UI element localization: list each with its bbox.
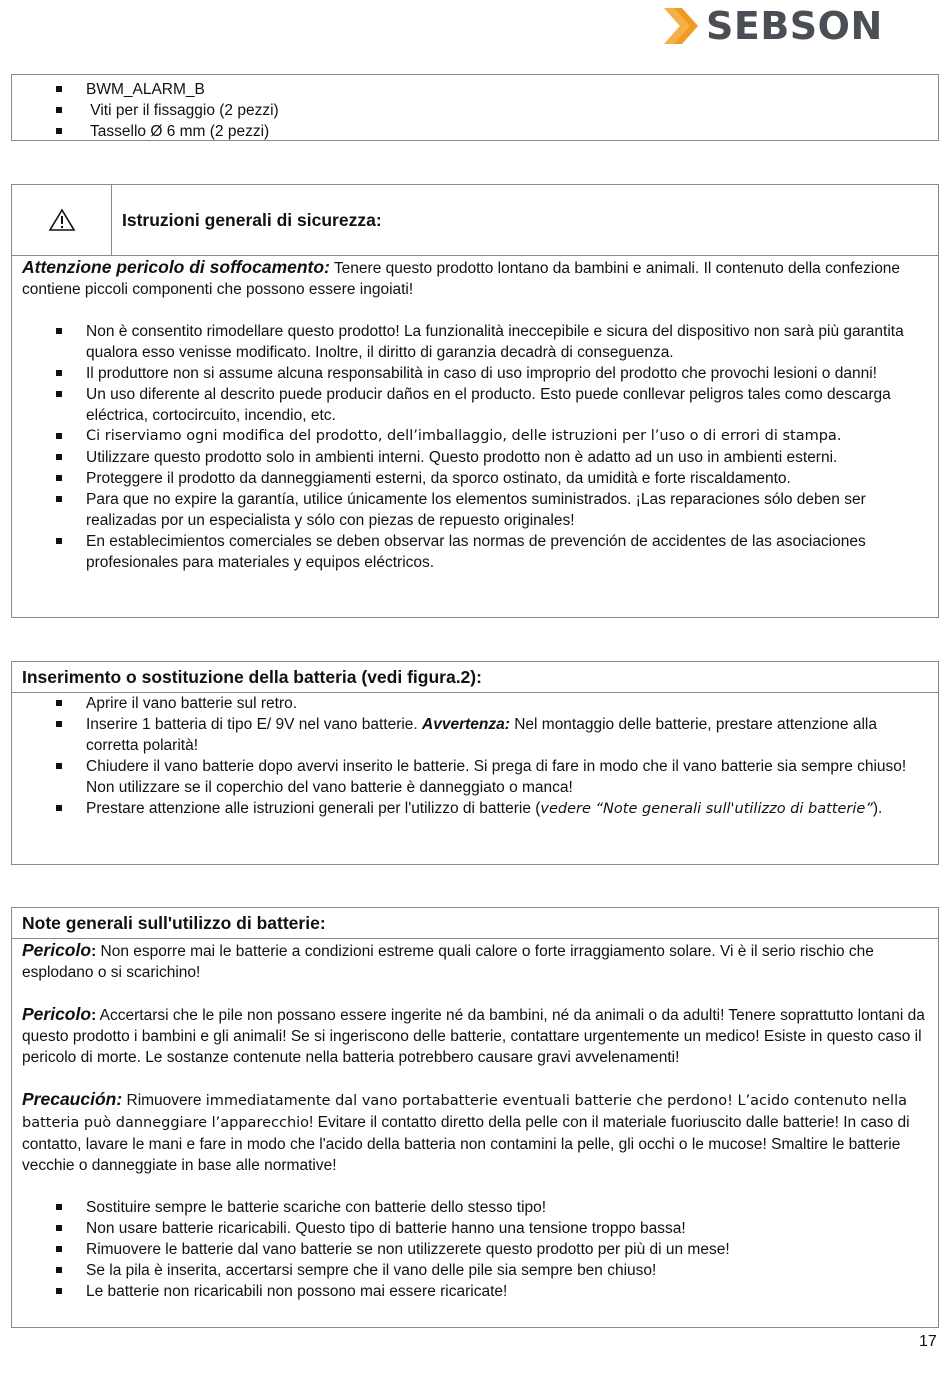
safety-title: Istruzioni generali di sicurezza: — [122, 209, 382, 230]
battery-insert-list — [12, 693, 938, 820]
caution-paragraph — [12, 1089, 938, 1176]
page-number: 17 — [919, 1333, 937, 1350]
battery-notes-list — [12, 1197, 938, 1302]
battery-notes-box — [11, 907, 939, 1328]
danger-paragraph-1 — [12, 940, 938, 983]
item-text: Nel montaggio delle batterie, prestare attenzione alla corretta polarità! — [86, 716, 877, 754]
battery-notes-title: Note generali sull'utilizzo di batterie: — [12, 908, 938, 939]
paragraph-text: Accertarsi che le pile non possano essere ingerite né da bambini, né da animali o da adulti! Tenere soprattutto lontani da questo prodotto i bambini e gli animali! Se si ingeriscono delle batterie, contattare urgentemente un medico! Esiste in questo caso il pericolo di morte. Le sostanze contenute nella batteria potrebbero causare gravi avvelenamenti! — [22, 1007, 925, 1066]
list-item: Sostituire sempre le batterie scariche con batterie dello stesso tipo! — [12, 1197, 938, 1218]
list-item: Aprire il vano batterie sul retro. — [12, 693, 938, 714]
battery-insert-title: Inserimento o sostituzione della batteria (vedi figura.2): — [12, 662, 938, 693]
brand-name: SEBSON — [706, 3, 883, 48]
item-text: Inserire 1 batteria di tipo E/ 9V nel vano batterie. — [86, 716, 423, 733]
list-item: Chiudere il vano batterie dopo avervi inserito le batterie. Si prega di fare in modo che il vano batterie sia sempre chiuso! Non utilizzare se il coperchio del vano batterie è danneggiato o manca! — [12, 756, 938, 798]
chevron-icon — [660, 6, 702, 46]
list-item: Non è consentito rimodellare questo prodotto! La funzionalità ineccepibile e sicura del dispositivo non sarà più garantita qualora esso venisse modificato. Inoltre, il diritto di garanzia decadrà di conseguenza. — [12, 321, 938, 363]
warning-triangle-icon — [48, 208, 76, 232]
safety-list — [12, 321, 938, 573]
brand-logo — [660, 4, 883, 48]
caution-lead: Precaución: — [22, 1089, 123, 1109]
list-item: Se la pila è inserita, accertarsi sempre che il vano delle pile sia sempre ben chiuso! — [12, 1260, 938, 1281]
list-item: Ci riserviamo ogni modifica del prodotto, dell’imballaggio, delle istruzioni per l’uso o di errori di stampa. — [12, 426, 938, 447]
list-item: Utilizzare questo prodotto solo in ambienti interni. Questo prodotto non è adatto ad un uso in ambienti esterni. — [12, 447, 938, 468]
danger-lead: Pericolo — [22, 1004, 92, 1024]
paragraph-text: Rimuovere — [122, 1092, 206, 1109]
list-item: Le batterie non ricaricabili non possono mai essere ricaricate! — [12, 1281, 938, 1302]
list-item: Non usare batterie ricaricabili. Questo tipo di batterie hanno una tensione troppo bassa! — [12, 1218, 938, 1239]
list-item — [12, 798, 938, 820]
list-item: En establecimientos comerciales se deben observar las normas de prevención de accidentes de las asociaciones profesionales para materiales y equipos eléctricos. — [12, 531, 938, 573]
lead-colon: : — [91, 943, 97, 960]
list-item: Viti per il fissaggio (2 pezzi) — [12, 100, 938, 121]
choking-warning — [12, 257, 938, 300]
choking-lead: Attenzione pericolo di soffocamento: — [22, 257, 330, 277]
choking-text: Tenere questo prodotto lontano da bambini e animali. Il contenuto della confezione contiene piccoli componenti che possono essere ingoiati! — [22, 260, 901, 298]
list-item: Tassello Ø 6 mm (2 pezzi) — [12, 121, 938, 142]
battery-insert-box — [11, 661, 939, 865]
list-item: Proteggere il prodotto da danneggiamenti esterni, da sporco ostinato, da umidità e forte riscaldamento. — [12, 468, 938, 489]
paragraph-text: ! Evitare il contatto diretto della pelle con il materiale fuoriuscito dalle batterie! In caso di contatto, lavare le mani e fare in modo che l'acido della batteria non contamini la pelle, gli occhi o le mucose! Smaltire le batterie vecchie o danneggiate in base alle normative! — [22, 1114, 910, 1174]
danger-lead: Pericolo — [22, 940, 92, 960]
contents-box — [11, 74, 939, 141]
paragraph-text: Non esporre mai le batterie a condizioni estreme quali calore o forte irraggiamento solare. Vi è il serio rischio che esplodano o si scarichino! — [22, 943, 874, 981]
safety-box — [11, 184, 939, 618]
paragraph-text: immediatamente dal vano portabatterie eventuali batterie che perdono! L’acido contenuto nella batteria può danneggiare l’apparecchio — [22, 1093, 907, 1131]
warning-cell — [12, 185, 112, 255]
list-item: BWM_ALARM_B — [12, 79, 938, 100]
item-text: ). — [872, 800, 883, 817]
danger-paragraph-2 — [12, 1004, 938, 1068]
list-item: Para que no expire la garantía, utilice únicamente los elementos suministrados. ¡Las reparaciones sólo deben ser realizadas por un especialista y sólo con piezas de repuesto originales! — [12, 489, 938, 531]
item-emphasis: Avvertenza: — [422, 716, 510, 733]
item-reference: vedere “Note generali sull'utilizzo di batterie” — [540, 801, 873, 817]
safety-header — [12, 185, 938, 256]
contents-list — [12, 79, 938, 142]
item-text: Prestare attenzione alle istruzioni generali per l'utilizzo di batterie ( — [86, 800, 541, 817]
lead-colon: : — [91, 1007, 97, 1024]
list-item — [12, 714, 938, 756]
list-item: Un uso diferente al descrito puede producir daños en el producto. Esto puede conllevar peligros tales como descarga eléctrica, cortocircuito, incendio, etc. — [12, 384, 938, 426]
list-item: Il produttore non si assume alcuna responsabilità in caso di uso improprio del prodotto che provochi lesioni o danni! — [12, 363, 938, 384]
list-item: Rimuovere le batterie dal vano batterie se non utilizzerete questo prodotto per più di un mese! — [12, 1239, 938, 1260]
